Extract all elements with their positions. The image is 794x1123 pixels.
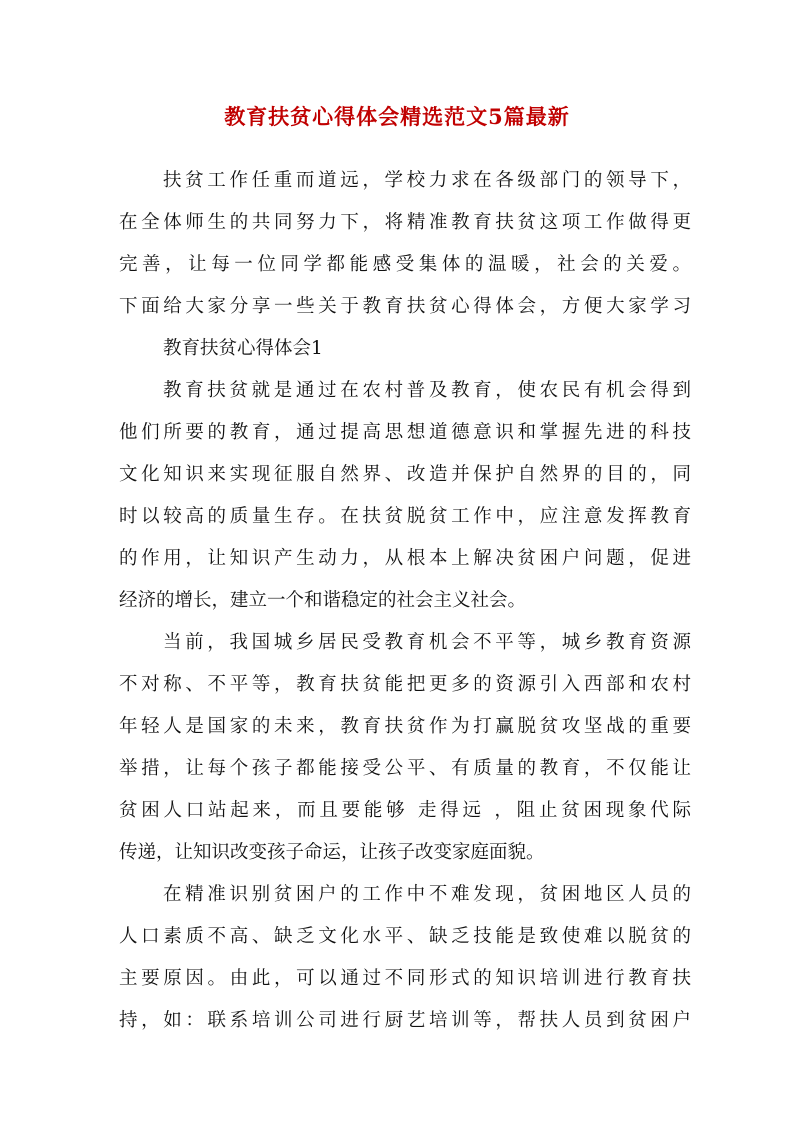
- paragraph-line: 完善，让每一位同学都能感受集体的温暖，社会的关爱。: [119, 254, 691, 275]
- paragraph-line: 持，如：联系培训公司进行厨艺培训等，帮扶人员到贫困户: [119, 1010, 691, 1031]
- paragraph-line: 在精准识别贫困户的工作中不难发现，贫困地区人员的: [163, 884, 691, 905]
- paragraph-line: 的作用，让知识产生动力，从根本上解决贫困户问题，促进: [119, 548, 691, 569]
- paragraph-line: 贫困人口站起来，而且要能够 走得远 ，阻止贫困现象代际: [119, 800, 691, 821]
- paragraph-line: 教育扶贫就是通过在农村普及教育，使农民有机会得到: [163, 380, 691, 401]
- paragraph-line: 扶贫工作任重而道远，学校力求在各级部门的领导下，: [163, 170, 691, 191]
- paragraph-line: 年轻人是国家的未来，教育扶贫作为打赢脱贫攻坚战的重要: [119, 716, 691, 737]
- document-title: 教育扶贫心得体会精选范文5篇最新: [224, 104, 570, 129]
- paragraph-line: 时以较高的质量生存。在扶贫脱贫工作中，应注意发挥教育: [119, 506, 691, 527]
- document-body: [119, 160, 691, 1042]
- paragraph-line: 人口素质不高、缺乏文化水平、缺乏技能是致使难以脱贫的: [119, 926, 691, 947]
- paragraph-line: 主要原因。由此，可以通过不同形式的知识培训进行教育扶: [119, 968, 691, 989]
- paragraph-line: 举措，让每个孩子都能接受公平、有质量的教育，不仅能让: [119, 758, 691, 779]
- section-heading: 教育扶贫心得体会1: [163, 338, 323, 359]
- paragraph-line: 下面给大家分享一些关于教育扶贫心得体会，方便大家学习: [119, 296, 691, 317]
- paragraph-line: 传递，让知识改变孩子命运，让孩子改变家庭面貌。: [119, 842, 545, 863]
- paragraph-line: 当前，我国城乡居民受教育机会不平等，城乡教育资源: [163, 632, 691, 653]
- paragraph-line: 在全体师生的共同努力下，将精准教育扶贫这项工作做得更: [119, 212, 691, 233]
- paragraph-line: 文化知识来实现征服自然界、改造并保护自然界的目的，同: [119, 464, 691, 485]
- paragraph-line: 不对称、不平等，教育扶贫能把更多的资源引入西部和农村: [119, 674, 691, 695]
- paragraph-line: 经济的增长，建立一个和谐稳定的社会主义社会。: [119, 590, 527, 611]
- paragraph-line: 他们所要的教育，通过提高思想道德意识和掌握先进的科技: [119, 422, 691, 443]
